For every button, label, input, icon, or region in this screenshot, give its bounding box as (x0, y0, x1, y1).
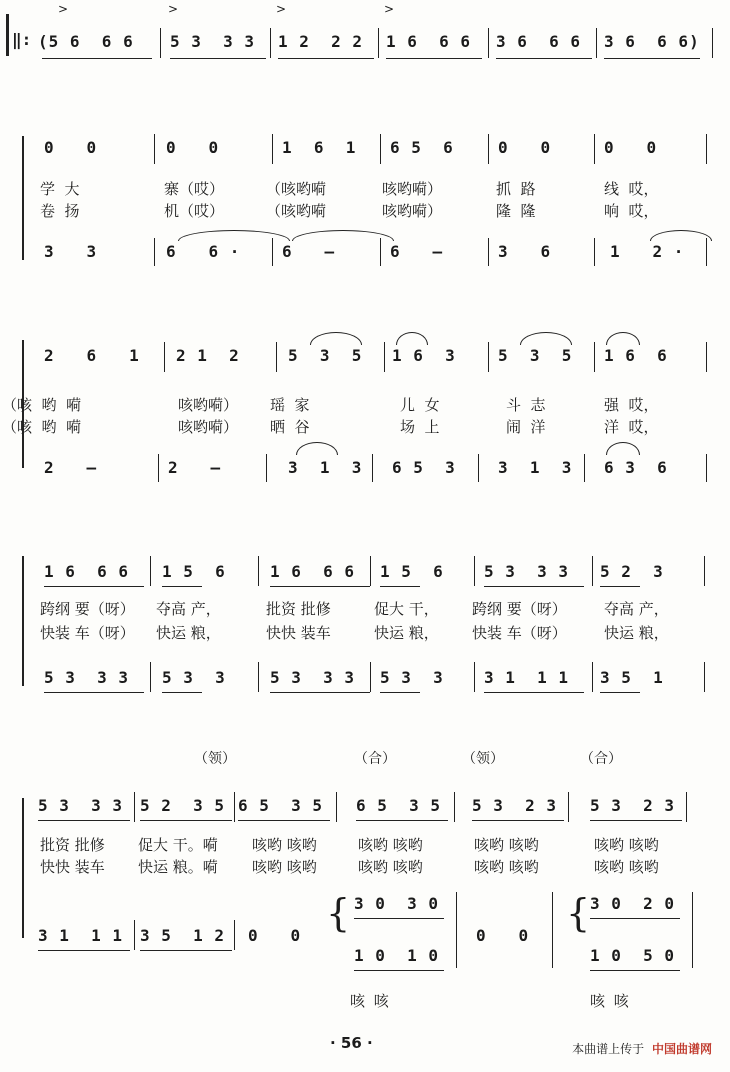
chord-notes: 3 0 3 0 (354, 894, 440, 913)
lyric: 快装 车（呀） (472, 624, 567, 642)
lyric: 快装 车（呀） (40, 624, 135, 642)
measure: 3 3 (44, 242, 98, 261)
lyric: 瑶 家 (270, 396, 310, 414)
measure: 2 6 1 (44, 346, 140, 365)
measure: 6 5 3 (392, 458, 456, 477)
lyric: 快运 粮。嗬 (138, 858, 218, 876)
measure: 6 5 6 (390, 138, 454, 157)
measure: 1 6 3 (392, 346, 456, 365)
part-label-lead: （领） (462, 751, 504, 767)
intro-measure: 3 6 6 6) (604, 32, 700, 51)
lyric-verse-1 (0, 394, 730, 416)
chord-bracket: { (566, 891, 591, 935)
lyric: 学 大 (40, 180, 80, 198)
repeat-sign: ‖: (12, 30, 32, 49)
accent-mark: > (384, 2, 395, 16)
measure: 3 1 3 (288, 458, 363, 477)
lyric: 强 哎， (604, 396, 659, 414)
measure: 3 5 1 2 (140, 926, 226, 945)
lyric: 快快 装车 (40, 858, 105, 876)
measure: 3 1 1 1 (484, 668, 570, 687)
lyric: 咳哟 咳哟 (474, 836, 539, 854)
vocal-line (0, 344, 730, 368)
lyric: 促大 干。嗬 (138, 836, 218, 854)
lyric: （咳哟嗬 (266, 202, 327, 220)
measure: 1 5 6 (162, 562, 226, 581)
measure: 5 3 5 (498, 346, 573, 365)
lyric: 闹 洋 (506, 418, 546, 436)
measure: 5 3 3 3 (38, 796, 124, 815)
intro-measure: 1 2 2 2 (278, 32, 364, 51)
part-label-lead: （领） (194, 751, 236, 767)
measure: 1 5 6 (380, 562, 444, 581)
lyric-verse-1 (0, 178, 730, 200)
lyric: 咳哟 咳哟 (594, 836, 659, 854)
measure: 5 3 3 3 (484, 562, 570, 581)
page-number: · 56 · (330, 1034, 373, 1052)
lyric-verse-1 (0, 598, 730, 620)
chorus-syllables: 咳 咳 (350, 992, 391, 1010)
measure: 5 2 3 5 (140, 796, 226, 815)
measure: 3 6 (498, 242, 552, 261)
lyric: 快快 装车 (266, 624, 331, 642)
lyric: 快运 粮， (156, 624, 221, 642)
measure: 0 0 (44, 138, 98, 157)
measure: 2 1 2 (176, 346, 240, 365)
lyric: 批资 批修 (40, 836, 105, 854)
part-label-chorus: （合） (580, 751, 622, 767)
lyric: 隆 隆 (496, 202, 536, 220)
lyric-verse-2 (0, 856, 730, 878)
measure: 3 1 3 (498, 458, 573, 477)
lyric: 咳哟 咳哟 (474, 858, 539, 876)
measure: 5 3 2 3 (590, 796, 676, 815)
lyric: 机（哎） (164, 202, 225, 220)
lyric: 斗 志 (506, 396, 546, 414)
measure: 1 6 6 (604, 346, 668, 365)
measure: 2 — (168, 458, 222, 477)
lyric: 咳哟嗬） (178, 418, 239, 436)
lyric: 响 哎， (604, 202, 659, 220)
lyric: 线 哎， (604, 180, 659, 198)
lyric: 促大 干， (374, 600, 439, 618)
measure: 1 6 1 (282, 138, 357, 157)
vocal-line (0, 560, 730, 584)
lyric: 洋 哎， (604, 418, 659, 436)
lyric: 卷 扬 (40, 202, 80, 220)
lyric: 寨（哎） (164, 180, 225, 198)
bass-line (0, 666, 730, 690)
measure: 5 3 2 3 (472, 796, 558, 815)
measure: 1 6 6 6 (270, 562, 356, 581)
bass-line (0, 240, 730, 264)
lyric: 咳哟 咳哟 (594, 858, 659, 876)
lyric: 儿 女 (400, 396, 440, 414)
lyric: 咳哟嗬） (382, 180, 443, 198)
intro-measure: 3 6 6 6 (496, 32, 582, 51)
lyric: 咳哟嗬） (382, 202, 443, 220)
lyric: 场 上 (400, 418, 440, 436)
lyric: 跨纲 要（呀） (472, 600, 567, 618)
measure: 2 — (44, 458, 98, 477)
vocal-line (0, 136, 730, 160)
lyric: 咳哟 咳哟 (252, 836, 317, 854)
measure: 6 5 3 5 (356, 796, 442, 815)
measure: 0 0 (476, 926, 530, 945)
chord-notes: 3 0 2 0 (590, 894, 676, 913)
lyric: 咳哟 咳哟 (358, 836, 423, 854)
measure: 5 3 3 (380, 668, 444, 687)
bass-line (0, 456, 730, 480)
measure: 1 6 6 6 (44, 562, 130, 581)
chord-top (0, 892, 730, 916)
lyric-verse-1 (0, 834, 730, 856)
measure: 6 3 6 (604, 458, 668, 477)
intro-measure: 5 3 3 3 (170, 32, 256, 51)
intro-measure: (5 6 6 6 (38, 32, 134, 51)
measure: 5 3 3 (162, 668, 226, 687)
lyric-verse-2 (0, 622, 730, 644)
part-label-chorus: （合） (354, 751, 396, 767)
chord-notes: 1 0 5 0 (590, 946, 676, 965)
lyric: 快运 粮， (374, 624, 439, 642)
lyric: 跨纲 要（呀） (40, 600, 135, 618)
measure: 0 0 (166, 138, 220, 157)
lyric: （咳哟嗬 (266, 180, 327, 198)
lyric: 抓 路 (496, 180, 536, 198)
lyric: 晒 谷 (270, 418, 310, 436)
measure: 5 3 5 (288, 346, 363, 365)
measure: 0 0 (248, 926, 302, 945)
lyric: （咳 哟 嗬 (2, 396, 82, 414)
chord-bottom (0, 944, 730, 968)
measure: 0 0 (498, 138, 552, 157)
accent-mark: > (168, 2, 179, 16)
lyric: （咳 哟 嗬 (2, 418, 82, 436)
lyric: 咳哟 咳哟 (358, 858, 423, 876)
chord-notes: 1 0 1 0 (354, 946, 440, 965)
measure: 6 6 · (166, 242, 241, 261)
measure: 1 2 · (610, 242, 685, 261)
chorus-syllables: 咳 咳 (590, 992, 631, 1010)
lyric: 咳哟 咳哟 (252, 858, 317, 876)
lyric: 咳哟嗬） (178, 396, 239, 414)
intro-measure: 1 6 6 6 (386, 32, 472, 51)
measure: 5 3 3 3 (44, 668, 130, 687)
lyric: 快运 粮， (604, 624, 669, 642)
lyric-verse-2 (0, 200, 730, 222)
chord-bracket: { (326, 891, 351, 935)
lyric: 夺高 产， (156, 600, 221, 618)
measure: 5 3 3 3 (270, 668, 356, 687)
accent-mark: > (276, 2, 287, 16)
measure: 6 — (390, 242, 444, 261)
measure: 6 — (282, 242, 336, 261)
measure: 3 5 1 (600, 668, 664, 687)
watermark (572, 1040, 712, 1057)
accent-mark: > (58, 2, 69, 16)
lyric: 夺高 产， (604, 600, 669, 618)
measure: 5 2 3 (600, 562, 664, 581)
measure: 3 1 1 1 (38, 926, 124, 945)
upload-text: 本曲谱上传于 (572, 1042, 645, 1056)
lyric: 批资 批修 (266, 600, 331, 618)
lyric-verse-2 (0, 416, 730, 438)
measure: 0 0 (604, 138, 658, 157)
measure: 6 5 3 5 (238, 796, 324, 815)
site-name: 中国曲谱网 (651, 1042, 712, 1056)
vocal-line (0, 794, 730, 818)
